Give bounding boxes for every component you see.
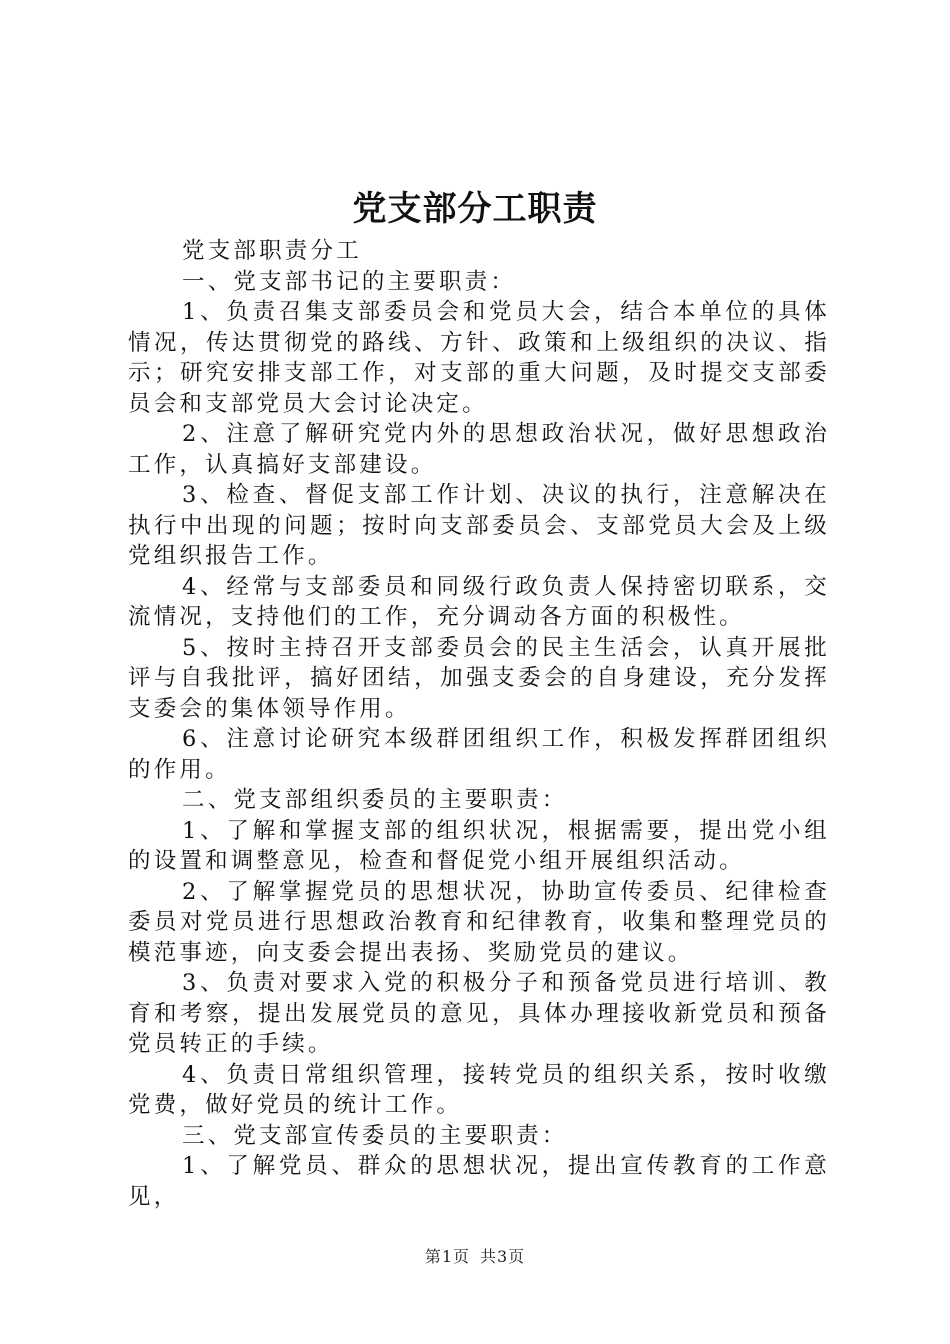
body-paragraph: 1、了解和掌握支部的组织状况，根据需要，提出党小组的设置和调整意见，检查和督促党小组开展组织活动。 [128,817,830,874]
section-heading-organization: 二、党支部组织委员的主要职责： [182,787,568,813]
page-total: 共3页 [480,1247,526,1266]
body-paragraph: 1、了解党员、群众的思想状况，提出宣传教育的工作意见， [128,1153,830,1210]
body-paragraph: 3、负责对要求入党的积极分子和预备党员进行培训、教育和考察，提出发展党员的意见，具体办理接收新党员和预备党员转正的手续。 [128,970,830,1057]
page-number: 第1页 [424,1247,470,1266]
page-footer [0,1244,950,1267]
body-paragraph: 3、检查、督促支部工作计划、决议的执行，注意解决在执行中出现的问题；按时向支部委员会、支部党员大会及上级党组织报告工作。 [128,482,830,569]
body-paragraph-heading: 党支部职责分工 [182,238,362,264]
section-heading-secretary: 一、党支部书记的主要职责： [182,268,517,295]
body-paragraph: 5、按时主持召开支部委员会的民主生活会，认真开展批评与自我批评，搞好团结，加强支委会的自身建设，充分发挥支委会的集体领导作用。 [128,634,830,722]
body-paragraph: 6、注意讨论研究本级群团组织工作，积极发挥群团组织的作用。 [128,726,830,783]
body-paragraph: 2、注意了解研究党内外的思想政治状况，做好思想政治工作，认真搞好支部建设。 [128,421,830,478]
section-heading-propaganda: 三、党支部宣传委员的主要职责： [182,1122,568,1149]
body-paragraph: 2、了解掌握党员的思想状况，协助宣传委员、纪律检查委员对党员进行思想政治教育和纪律教育，收集和整理党员的模范事迹，向支委会提出表扬、奖励党员的建议。 [128,878,830,966]
document-title: 党支部分工职责 [352,189,598,229]
document-body [128,236,830,1212]
body-paragraph: 4、经常与支部委员和同级行政负责人保持密切联系，交流情况，支持他们的工作，充分调动各方面的积极性。 [128,573,830,630]
body-paragraph: 1、负责召集支部委员会和党员大会，结合本单位的具体情况，传达贯彻党的路线、方针、政策和上级组织的决议、指示；研究安排支部工作，对支部的重大问题，及时提交支部委员会和支部党员大会讨论决定。 [128,299,830,417]
body-paragraph: 4、负责日常组织管理，接转党员的组织关系，按时收缴党费，做好党员的统计工作。 [128,1061,830,1118]
